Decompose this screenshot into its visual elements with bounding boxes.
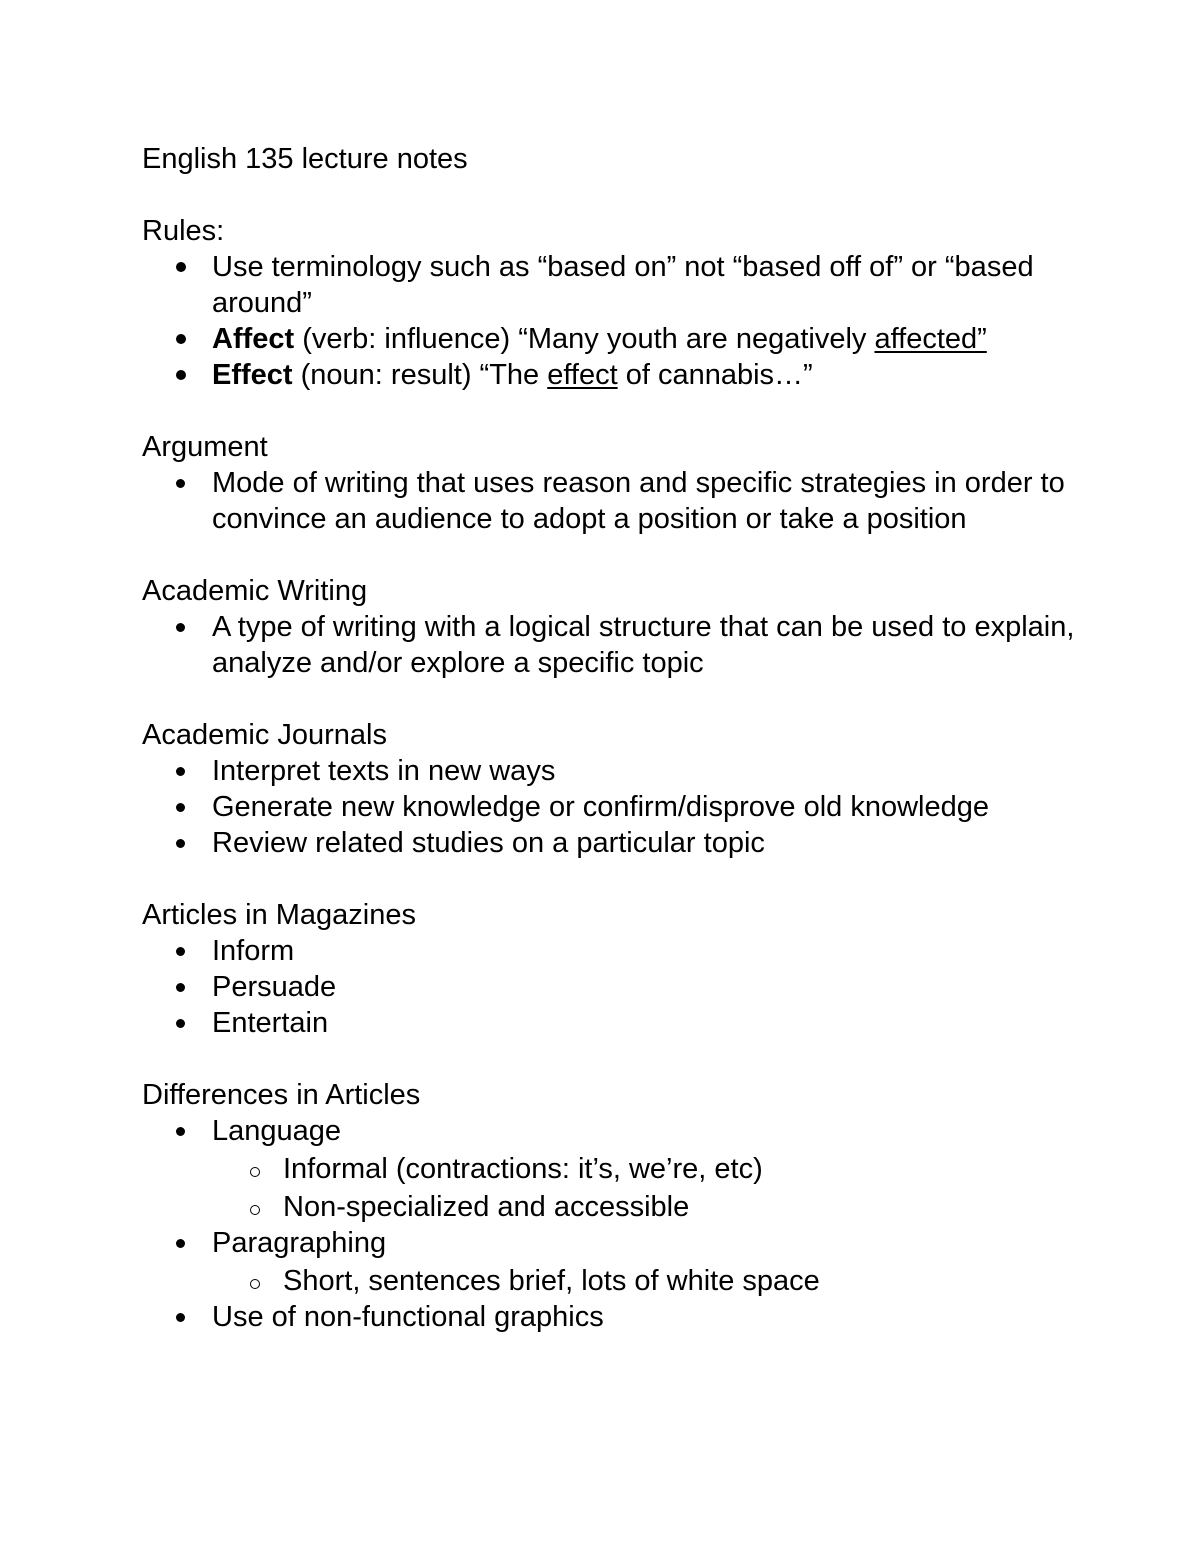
argument-list: [142, 465, 1082, 537]
academic-writing-list: [142, 609, 1082, 681]
section-heading-argument: Argument: [142, 431, 268, 463]
section-rules: [142, 213, 1082, 393]
section-differences: [142, 1077, 1082, 1335]
section-argument: [142, 429, 1082, 537]
bullet-icon: [176, 947, 185, 956]
paragraphing-sublist: [212, 1263, 1082, 1299]
bullet-icon: [176, 839, 185, 848]
hollow-bullet-icon: [250, 1279, 260, 1289]
term-effect: Effect: [212, 359, 293, 391]
section-heading-differences: Differences in Articles: [142, 1079, 421, 1111]
section-heading-rules: Rules:: [142, 215, 225, 247]
hollow-bullet-icon: [250, 1205, 260, 1215]
section-magazines: [142, 897, 1082, 1041]
bullet-icon: [176, 1313, 185, 1322]
bullet-icon: [176, 479, 185, 488]
list-item: Affect (verb: influence) “Many youth are negatively affected”: [142, 321, 1082, 357]
underlined-word: effect: [547, 359, 618, 391]
list-item: Mode of writing that uses reason and specific strategies in order to convince an audience to adopt a position or take a position: [142, 465, 1082, 537]
list-item: Language Informal (contractions: it’s, we’re, etc) Non-specialized and accessible: [142, 1113, 1082, 1225]
rules-list: [142, 249, 1082, 393]
bullet-icon: [176, 983, 185, 992]
bullet-icon: [176, 803, 185, 812]
bullet-icon: [176, 370, 186, 380]
sublist-item: Non-specialized and accessible: [142, 1189, 1082, 1225]
list-item: Use terminology such as “based on” not “based off of” or “based around”: [142, 249, 1082, 321]
underlined-word: affected”: [874, 323, 987, 355]
sublist-item: Short, sentences brief, lots of white space: [142, 1263, 1082, 1299]
bullet-icon: [176, 1239, 185, 1248]
list-item: A type of writing with a logical structure that can be used to explain, analyze and/or explore a specific topic: [142, 609, 1082, 681]
list-item: Generate new knowledge or confirm/disprove old knowledge: [142, 789, 1082, 825]
section-heading-academic-journals: Academic Journals: [142, 719, 387, 751]
list-item: Persuade: [142, 969, 1082, 1005]
bullet-icon: [176, 1019, 185, 1028]
section-academic-journals: [142, 717, 1082, 861]
list-item: Interpret texts in new ways: [142, 753, 1082, 789]
bullet-icon: [176, 623, 185, 632]
document-page: [142, 141, 1082, 1371]
bullet-icon: [176, 767, 185, 776]
section-heading-magazines: Articles in Magazines: [142, 899, 416, 931]
academic-journals-list: [142, 753, 1082, 861]
bullet-icon: [176, 334, 186, 344]
list-item: Use of non-functional graphics: [142, 1299, 1082, 1335]
sublist-item: Informal (contractions: it’s, we’re, etc): [142, 1151, 1082, 1187]
document-title: English 135 lecture notes: [142, 143, 468, 175]
list-item: Effect (noun: result) “The effect of cannabis…”: [142, 357, 1082, 393]
bullet-icon: [176, 1127, 185, 1136]
list-item: Entertain: [142, 1005, 1082, 1041]
term-affect: Affect: [212, 323, 295, 355]
section-academic-writing: [142, 573, 1082, 681]
section-heading-academic-writing: Academic Writing: [142, 575, 368, 607]
list-item: Paragraphing Short, sentences brief, lots of white space: [142, 1225, 1082, 1299]
hollow-bullet-icon: [250, 1167, 260, 1177]
list-item: Inform: [142, 933, 1082, 969]
bullet-icon: [176, 262, 186, 272]
magazines-list: [142, 933, 1082, 1041]
language-sublist: [212, 1151, 1082, 1225]
list-item: Review related studies on a particular topic: [142, 825, 1082, 861]
differences-list: [142, 1113, 1082, 1335]
